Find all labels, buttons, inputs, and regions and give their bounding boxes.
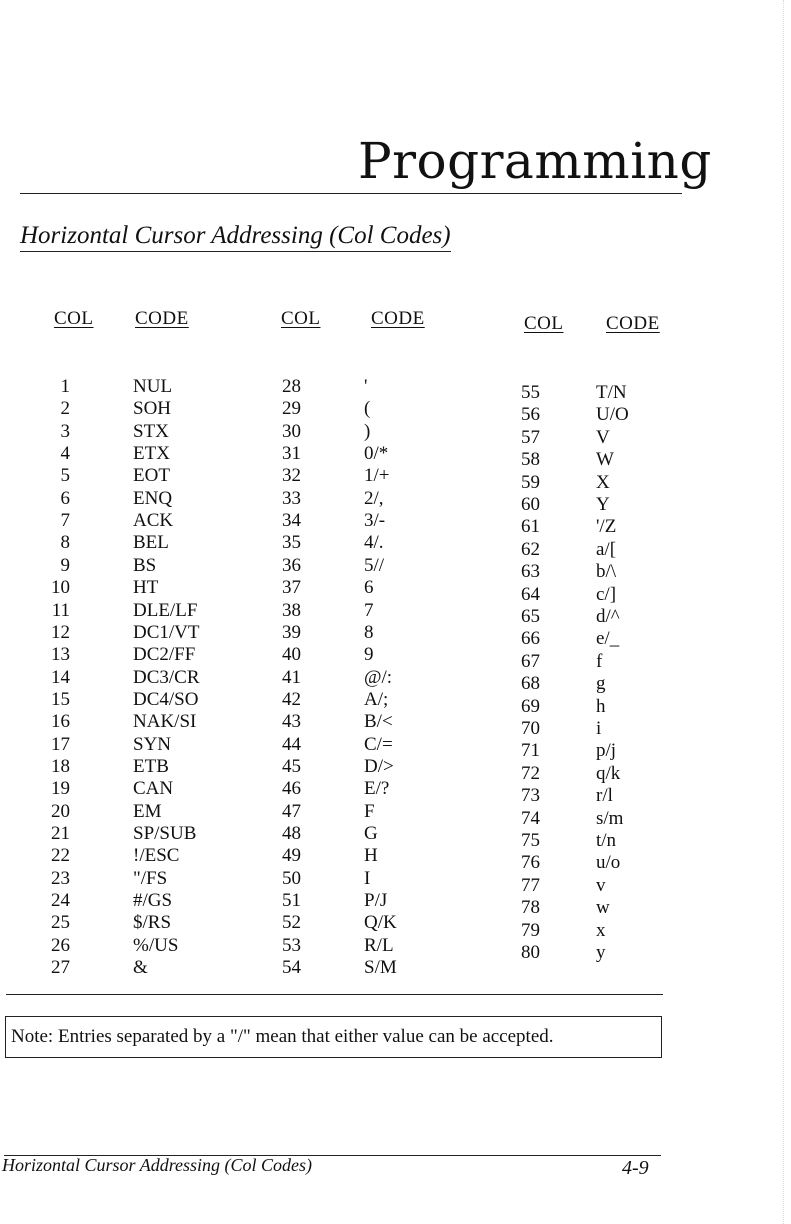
col-number: 70: [521, 718, 540, 739]
code-value: SOH: [133, 398, 172, 420]
code-value: STX: [133, 420, 169, 442]
note-box: Note: Entries separated by a "/" mean that either value can be accepted.: [5, 1016, 662, 1058]
col-number: 31: [282, 443, 301, 465]
col-number: 42: [282, 688, 301, 710]
col-number: 78: [521, 897, 540, 919]
code-value: i: [596, 718, 602, 739]
col-number: 6: [60, 487, 70, 509]
col-number: 15: [51, 688, 70, 710]
col-number: 27: [51, 957, 70, 979]
code-value: EOT: [133, 465, 170, 487]
code-header: CODE: [371, 308, 425, 329]
col-number: 53: [282, 934, 301, 956]
col-number: 79: [521, 919, 540, 941]
code-value: SYN: [133, 733, 172, 755]
code-value: DC1/VT: [133, 621, 200, 643]
code-value: &: [133, 957, 148, 979]
code-header: CODE: [135, 308, 189, 329]
code-value: w: [596, 897, 610, 919]
code-value: g: [596, 673, 606, 695]
col-number: 5: [60, 465, 70, 487]
col-number: 64: [521, 583, 540, 605]
table-bottom-rule: [6, 994, 663, 995]
code-value: EM: [133, 800, 162, 822]
col-number: 24: [51, 890, 70, 912]
col-number: 35: [282, 532, 301, 554]
col-number: 68: [521, 673, 540, 695]
col-number: 8: [60, 532, 70, 554]
col-number: 26: [51, 934, 70, 956]
col-number: 20: [51, 800, 70, 822]
col-number: 62: [521, 538, 540, 560]
col-number: 76: [521, 852, 540, 874]
code-value: s/m: [596, 807, 624, 829]
col-number: 51: [282, 890, 301, 912]
col-number: 74: [521, 807, 540, 829]
col-number: 65: [521, 606, 540, 627]
col-number: 54: [282, 957, 301, 979]
code-value: Q/K: [364, 912, 397, 934]
col-number: 44: [282, 733, 301, 755]
col-number: 52: [282, 912, 301, 934]
col-number: 59: [521, 471, 540, 493]
col-number: 4: [60, 443, 70, 465]
col-number: 29: [282, 398, 301, 420]
col-number: 33: [282, 487, 301, 509]
code-value: P/J: [364, 890, 388, 912]
code-value: A/;: [364, 688, 389, 710]
code-value: DC2/FF: [133, 644, 196, 666]
col-number: 60: [521, 494, 540, 515]
page-number: 4-9: [622, 1157, 649, 1179]
code-value: DC3/CR: [133, 666, 200, 688]
code-value: I: [364, 867, 371, 889]
col-number: 36: [282, 554, 301, 576]
col-header: COL: [54, 308, 94, 329]
col-number: 11: [51, 599, 70, 621]
col-number: 77: [521, 874, 540, 896]
col-number: 73: [521, 785, 540, 807]
code-value: q/k: [596, 762, 621, 784]
col-number: 48: [282, 823, 301, 844]
col-number: 63: [521, 561, 540, 583]
col-number: 25: [51, 912, 70, 934]
code-value: NAK/SI: [133, 711, 197, 733]
code-value: BEL: [133, 532, 169, 554]
col-number: 32: [282, 465, 301, 487]
col-number: 22: [51, 845, 70, 867]
col-number: 10: [51, 577, 70, 599]
col-number: 67: [521, 650, 540, 672]
col-number: 43: [282, 711, 301, 733]
col-number: 2: [60, 398, 70, 420]
col-number: 57: [521, 426, 540, 448]
code-value: d/^: [596, 606, 620, 627]
col-number: 21: [51, 823, 70, 844]
code-value: F: [364, 800, 375, 822]
code-value: !/ESC: [133, 845, 180, 867]
code-value: @/:: [364, 666, 393, 688]
code-value: 4/.: [364, 532, 384, 554]
code-value: BS: [133, 554, 157, 576]
col-number: 72: [521, 762, 540, 784]
code-value: "/FS: [133, 867, 168, 889]
code-value: u/o: [596, 852, 621, 874]
code-value: 1/+: [364, 465, 390, 487]
code-value: D/>: [364, 755, 394, 777]
code-value: W: [596, 449, 614, 471]
col-number: 39: [282, 621, 301, 643]
col-number: 37: [282, 577, 301, 599]
code-value: ): [364, 420, 371, 442]
code-value: %/US: [133, 934, 179, 956]
page-title: Programming: [358, 132, 712, 190]
code-value: B/<: [364, 711, 393, 733]
code-value: '/Z: [596, 516, 617, 538]
col-number: 3: [60, 420, 70, 442]
col-number: 50: [282, 867, 301, 889]
footer-section-title: Horizontal Cursor Addressing (Col Codes): [2, 1155, 313, 1175]
code-value: Y: [596, 494, 610, 515]
code-value: HT: [133, 577, 159, 599]
code-value: $/RS: [133, 912, 172, 934]
code-value: 0/*: [364, 443, 389, 465]
code-value: 2/,: [364, 487, 384, 509]
col-number: 55: [521, 382, 540, 403]
col-header: COL: [524, 313, 564, 334]
code-value: V: [596, 426, 610, 448]
code-value: f: [596, 650, 603, 672]
code-value: p/j: [596, 740, 617, 762]
code-value: x: [596, 919, 606, 941]
col-number: 80: [521, 942, 540, 963]
col-number: 19: [51, 778, 70, 800]
code-value: H: [364, 845, 378, 867]
col-number: 12: [51, 621, 70, 643]
code-value: ETB: [133, 755, 169, 777]
code-value: 7: [364, 599, 374, 621]
code-value: 6: [364, 577, 374, 599]
col-number: 1: [60, 376, 70, 397]
code-value: S/M: [364, 957, 397, 979]
code-value: SP/SUB: [133, 823, 197, 844]
col-number: 40: [282, 644, 301, 666]
col-number: 38: [282, 599, 301, 621]
col-number: 30: [282, 420, 301, 442]
code-value: U/O: [596, 404, 629, 426]
code-value: X: [596, 471, 610, 493]
col-number: 56: [521, 404, 540, 426]
col-number: 18: [51, 755, 70, 777]
col-number: 34: [282, 510, 301, 532]
code-value: r/l: [596, 785, 613, 807]
col-number: 75: [521, 830, 540, 851]
code-value: T/N: [596, 382, 627, 403]
code-value: ACK: [133, 510, 174, 532]
code-value: ETX: [133, 443, 170, 465]
code-header: CODE: [606, 313, 660, 334]
code-value: #/GS: [133, 890, 173, 912]
code-value: 5//: [364, 554, 385, 576]
code-value: 9: [364, 644, 374, 666]
code-value: G: [364, 823, 378, 844]
code-value: 3/-: [364, 510, 386, 532]
col-number: 58: [521, 449, 540, 471]
col-number: 66: [521, 628, 540, 650]
code-value: (: [364, 398, 371, 420]
col-number: 7: [60, 510, 70, 532]
code-value: NUL: [133, 376, 173, 397]
code-value: h: [596, 695, 606, 717]
col-number: 69: [521, 695, 540, 717]
col-number: 41: [282, 666, 301, 688]
page-margin-line: [783, 0, 784, 1224]
code-value: 8: [364, 621, 374, 643]
col-number: 13: [51, 644, 70, 666]
col-number: 47: [282, 800, 301, 822]
code-value: C/=: [364, 733, 393, 755]
col-number: 17: [51, 733, 70, 755]
code-value: CAN: [133, 778, 174, 800]
code-value: t/n: [596, 830, 617, 851]
title-rule: [20, 193, 682, 194]
code-value: DLE/LF: [133, 599, 198, 621]
code-value: E/?: [364, 778, 390, 800]
col-number: 14: [51, 666, 70, 688]
col-number: 49: [282, 845, 301, 867]
col-header: COL: [281, 308, 321, 329]
col-number: 45: [282, 755, 301, 777]
code-value: ENQ: [133, 487, 173, 509]
col-number: 9: [60, 554, 70, 576]
col-number: 61: [521, 516, 540, 538]
code-value: DC4/SO: [133, 688, 199, 710]
code-value: e/_: [596, 628, 620, 650]
col-number: 28: [282, 376, 301, 397]
section-heading: Horizontal Cursor Addressing (Col Codes): [20, 222, 451, 252]
code-value: v: [596, 874, 606, 896]
code-value: a/[: [596, 538, 617, 560]
code-value: b/\: [596, 561, 617, 583]
col-number: 46: [282, 778, 301, 800]
code-value: c/]: [596, 583, 617, 605]
col-number: 16: [51, 711, 70, 733]
code-value: y: [596, 942, 606, 963]
col-number: 23: [51, 867, 70, 889]
col-number: 71: [521, 740, 540, 762]
code-value: R/L: [364, 934, 394, 956]
code-value: ': [364, 376, 368, 397]
